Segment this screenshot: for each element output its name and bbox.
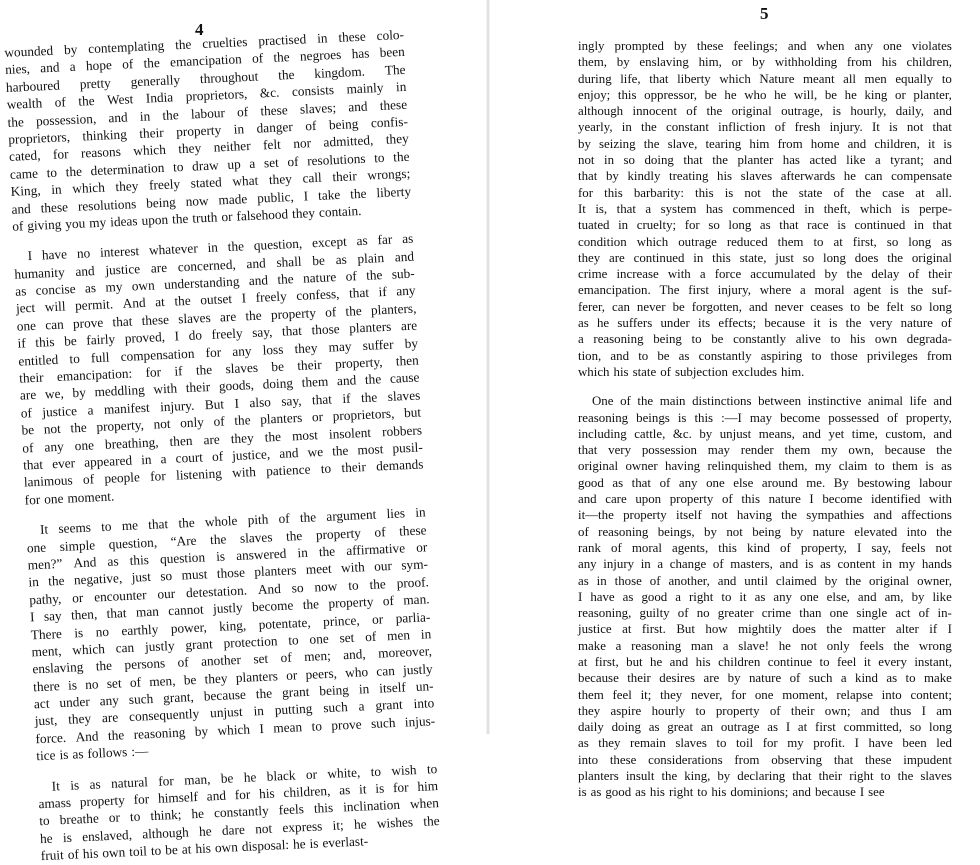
text-line: enjoy; this oppressor, be he who he will, be he king or planter, [578,87,952,102]
text-line: reasoning beings is this :—I may become possessed of property, [578,410,952,425]
text-line: that ever appeared in a court of justice, and we the most pusil- [22,439,424,473]
text-line: one simple question, “Are the slaves the property of these [26,521,427,556]
text-line: that by kindly treating his slaves afterwards he can compensate [578,169,952,184]
text-line: at first, but he and his children continue to feel it every instant, [578,654,952,669]
text-line: make a reasoning man a slave! he not only feels the wrong [578,638,952,653]
text-line: King, in which they freely stated what they call their wrongs; [10,165,411,199]
text-line: nies, and a hope of the emancipation of the negroes has been [4,44,406,78]
text-line: wounded by contemplating the cruelties practised in these colo- [4,26,405,60]
text-line: men?” And as this question is answered in the affirmative or [27,539,428,573]
text-line: one can prove that these slaves are the property of the planters, [16,300,417,334]
text-line: they aspire hourly to property of their own; and thus I am [578,703,952,718]
text-line: I have no interest whatever in the question, except as far as [27,230,414,264]
text-line: for one moment. [24,488,115,508]
text-line: into these considerations from observing that these impudent [578,752,952,767]
text-line: because their desires are by nature of such a kind as to make [578,671,952,686]
text-line: although innocent of the original outrage, is hourly, daily, and [578,104,952,119]
text-line: including cattle, &c. by unjust means, and yet time, custom, and [578,426,952,441]
text-line: as he suffers under its effects; because it is the very nature of [578,316,952,331]
text-line: that very possession may render them my own, because the [578,443,952,458]
text-line: It is, that a system has commenced in theft, which is perpe- [578,201,952,216]
text-line: them feel it; they never, for one moment, relapse into content; [578,687,952,702]
text-line: the possession, and in the labour of these slaves; and these [7,96,408,130]
text-line: fruit of his own toil to be at his own disposal: he is everlast- [40,833,369,864]
text-column [578,38,952,801]
text-line: pathy, or encounter our detestation. And so now to the proof. [28,574,430,608]
text-line: I say then, that man cannot justly become the property of man. [29,591,430,625]
paragraph-gap [578,380,952,393]
text-line: There is no earthly power, king, potentate, prince, or parlia- [30,608,431,642]
text-line: wealth of the West India proprietors, &c. consists mainly in [6,78,407,113]
text-line: original owner having relinquished them, my claim to them is as [578,459,952,474]
text-line: it—the property itself not having the sympathies and affections [578,508,952,523]
text-line: their emancipation: for if the slaves be their property, then [18,352,420,386]
text-line: and these resolutions being now made public, I take the liberty [11,183,412,217]
text-line: good as that of any one else around me. By bestowing labour [578,475,952,490]
text-line: tion, and to be as constantly aspiring to those privileges from [578,348,952,363]
text-line: harboured pretty generally throughout the kingdom. The [5,61,406,95]
text-line: reasoning, guilty of no greater crime than one single act of in- [578,606,952,621]
text-line: as concise as my own understanding and the nature of the sub- [14,265,416,299]
text-line: It is as natural for man, be he black or white, to wish to [51,760,438,794]
text-line: are we, by meddling with their goods, doing them and the cause [19,369,420,404]
text-line: force. And the reasoning by which I mean to prove such injus- [35,712,436,747]
text-line: crime increase with a force accumulated by the delay of their [578,267,952,282]
text-line: I have as good a right to it as any one else, and am, by like [578,589,952,604]
text-line: of justice a manifest injury. But I also say, that if the slaves [20,387,421,421]
text-line: tuated in cruelty; for so long as that race is continued in that [578,218,952,233]
text-line: in the negative, just so must those planters meet with our sym- [28,556,429,590]
text-line: condition which outrage reduced them to at first, so long as [578,234,952,249]
text-line: humanity and justice are concerned, and shall be as plain and [14,248,415,282]
text-line: any injury in a change of masters, and is as content in my hands [578,557,952,572]
text-line: and care upon property of this nature I become identified with [578,492,952,507]
text-line: lanimous of people for listening with patience to their demands [23,456,424,490]
text-line: to breathe or to think; he constantly feels this inclination when [38,795,440,829]
text-line: entitled to full compensation for any loss they may suffer by [18,335,419,369]
text-line: them, by enslaving him, or by withholding from his children, [578,55,952,70]
text-line: by seizing the slave, tearing him from home and children, it is [578,136,952,151]
text-line: It seems to me that the whole pith of the argument lies in [39,504,426,538]
text-line: amass property for himself and for his children, as it is for him [38,778,439,812]
text-line: proprietors, thinking their property in danger of being confis- [7,113,409,147]
text-line: tice is as follows :— [35,743,149,764]
text-line: ject will permit. And at the outset I freely confess, that if any [15,283,416,317]
text-line: came to the determination to draw up a set of resolutions to the [9,148,410,182]
left-page [0,0,488,864]
text-line: a reasoning being to be constantly alive to his own degrada- [578,332,952,347]
text-line: rank of moral agents, this kind of property, I say, feels not [578,540,952,555]
text-line: ingly prompted by these feelings; and when any one violates [578,39,952,53]
text-line: justice at first. But how mightily does the matter alter if I [578,622,952,637]
right-page [490,0,980,800]
text-line: act under any such grant, because the grant being in itself un- [33,678,434,712]
text-line: cated, for reasons which they neither felt nor admitted, they [8,131,410,165]
text-line: One of the main distinctions between instinctive animal life and [592,394,952,409]
text-line: if this be fairly proved, I do freely say, that those planters are [17,317,418,351]
text-line: he is enslaved, although he dare not express it; he wishes the [39,812,440,846]
text-line: during life, that liberty which Nature meant all men equally to [578,71,952,86]
text-column [4,26,441,865]
text-line: they are continued in this state, just so long does the original [578,250,952,265]
text-line: as in those of another, and until claimed by the original owner, [578,573,952,588]
text-line: of reasoning beings, by not being by nature elevated into the [578,524,952,539]
text-line: planters insult the king, by declaring that their right to the slaves [578,769,952,784]
text-line: for this barbarity: this is not the state of the case at all. [578,185,952,200]
text-line: of any one breathing, then are they the most insolent robbers [21,422,423,456]
text-line: enslaving the persons of another set of men; and, moreover, [32,643,433,677]
text-line: is as good as his right to his dominions; and because I see [578,785,885,800]
text-line: ment, which can justly grant protection to one set of men in [31,626,432,660]
page-number: 4 [195,20,204,39]
text-line: there is no set of men, be they planters or peers, who can justly [32,660,433,695]
text-line: of giving you my ideas upon the truth or falsehood they contain. [11,202,362,234]
text-line: just, they are consequently unjust in putting such a grant into [34,695,435,729]
text-line: as they remain slaves to toil for my profit. I have been led [578,736,952,751]
text-line: emancipation. The first injury, where a moral agent is the suf- [578,283,952,298]
text-line: be not the property, not only of the planters or proprietors, but [21,404,422,438]
page-number: 5 [760,4,769,23]
text-line: daily doing as great an outrage as I at first committed, so long [578,720,952,735]
text-line: ferer, can never be forgotten, and never ceases to be felt so long [578,299,952,314]
text-line: not in so doing that the planter has acted like a tyrant; and [578,153,952,168]
text-line: yearly, in the constant infliction of fresh injury. It is not that [578,120,952,135]
text-line: which his state of subjection excludes him. [578,364,805,379]
